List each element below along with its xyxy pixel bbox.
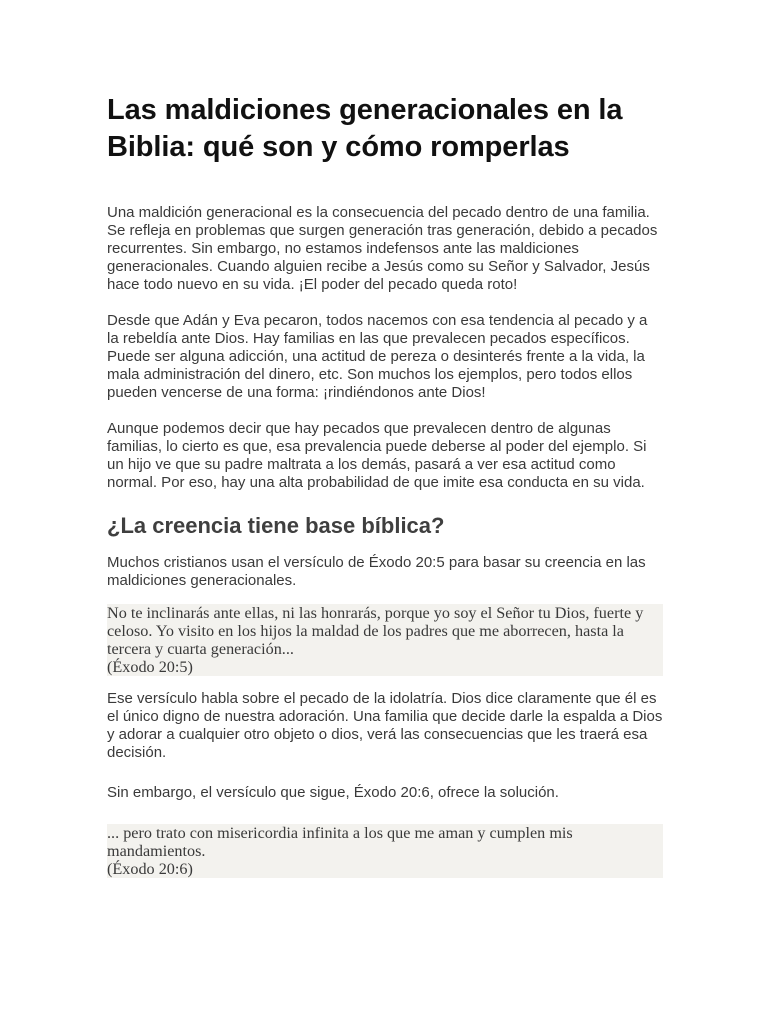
quote-reference: (Éxodo 20:5): [107, 658, 193, 676]
quote-reference: (Éxodo 20:6): [107, 860, 193, 878]
quote-text: No te inclinarás ante ellas, ni las honrarás, porque yo soy el Señor tu Dios, fuerte y celoso. Yo visito en los hijos la maldad de los padres que me aborrecen, hasta la tercera y cuarta generación...: [107, 604, 644, 658]
paragraph-adan-eva: Desde que Adán y Eva pecaron, todos nacemos con esa tendencia al pecado y a la rebeldía ante Dios. Hay familias en las que prevalecen pecados específicos. Puede ser alguna adicción, una actitud de pereza o desinterés frente a la vida, la mala administración del dinero, etc. Son muchos los ejemplos, pero todos ellos pueden vencerse de una forma: ¡rindiéndonos ante Dios!: [107, 312, 648, 401]
paragraph-idolatria: Ese versículo habla sobre el pecado de la idolatría. Dios dice claramente que él es el único digno de nuestra adoración. Una familia que decide darle la espalda a Dios y adorar a cualquier otro objeto o dios, verá las consecuencias que les traerá esa decisión.: [107, 690, 663, 761]
paragraph-intro: Una maldición generacional es la consecuencia del pecado dentro de una familia. Se refleja en problemas que surgen generación tras generación, debido a pecados recurrentes. Sin embargo, no estamos indefensos ante las maldiciones generacionales. Cuando alguien recibe a Jesús como su Señor y Salvador, Jesús hace todo nuevo en su vida. ¡El poder del pecado queda roto!: [107, 204, 658, 293]
paragraph-transicion: Sin embargo, el versículo que sigue, Éxodo 20:6, ofrece la solución.: [107, 784, 559, 801]
section-heading: ¿La creencia tiene base bíblica?: [107, 513, 445, 538]
bible-quote-exodo-20-6: [107, 824, 663, 878]
section-intro: Muchos cristianos usan el versículo de Éxodo 20:5 para basar su creencia en las maldiciones generacionales.: [107, 554, 646, 589]
quote-text: ... pero trato con misericordia infinita a los que me aman y cumplen mis mandamientos.: [107, 824, 573, 860]
article-title: Las maldiciones generacionales en la Biblia: qué son y cómo romperlas: [107, 94, 623, 163]
paragraph-ejemplo: Aunque podemos decir que hay pecados que prevalecen dentro de algunas familias, lo cierto es que, esa prevalencia puede deberse al poder del ejemplo. Si un hijo ve que su padre maltrata a los demás, pasará a ver esa actitud como normal. Por eso, hay una alta probabilidad de que imite esa conducta en su vida.: [107, 420, 647, 491]
document-page: [107, 92, 663, 878]
bible-quote-exodo-20-5: [107, 604, 663, 676]
